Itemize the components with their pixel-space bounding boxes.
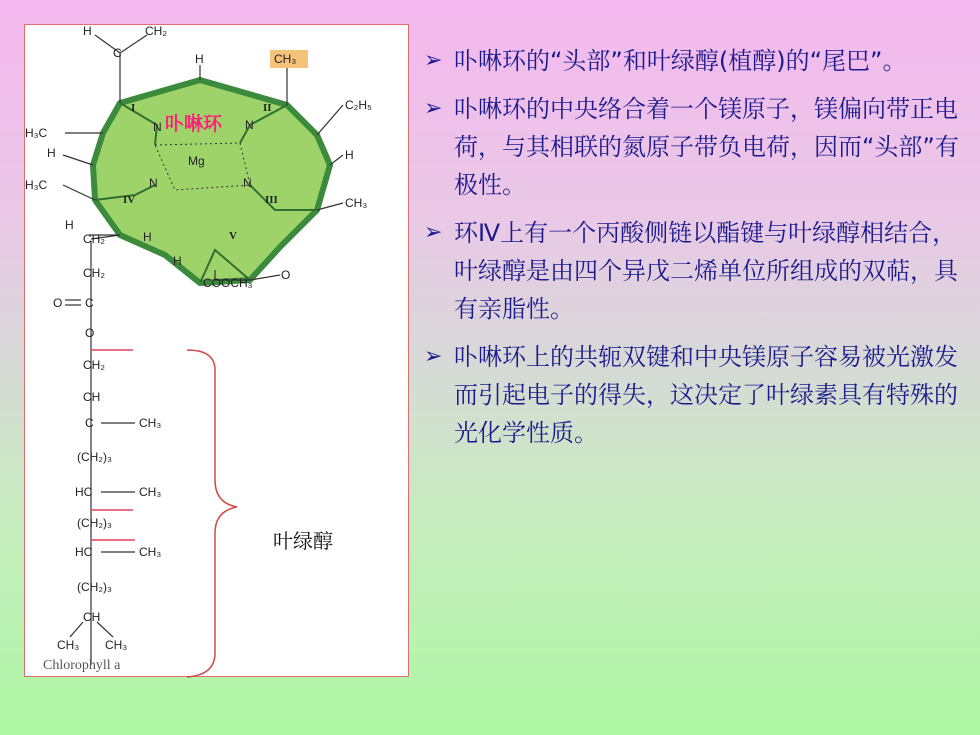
phytol-brace (187, 350, 237, 677)
atom-o-keto: O (281, 268, 291, 282)
atom-h-left: H (47, 146, 56, 160)
porphyrin-label: 卟啉环 (165, 113, 223, 135)
arrow-bullet-icon: ➢ (424, 96, 443, 121)
atom-h-bridge: H (195, 52, 204, 66)
atom-mg: Mg (188, 154, 205, 168)
atom-ch3-end2: CH₃ (105, 638, 128, 652)
atom-ch2-top: CH₂ (145, 25, 167, 38)
atom-hc-a: HC (75, 485, 93, 499)
bullet-item (420, 214, 965, 328)
atom-ch2-a: CH₂ (83, 232, 105, 246)
arrow-bullet-icon: ➢ (424, 220, 443, 245)
atom-ch-end: CH (83, 610, 101, 624)
atom-h3c-ring4: H₃C (25, 178, 48, 192)
atom-ch2-phytol: CH₂ (83, 358, 105, 372)
atom-ch3-phytol3: CH₃ (139, 545, 162, 559)
bullet-item (420, 338, 965, 452)
atom-n-4: N (149, 176, 158, 190)
atom-h-right: H (345, 148, 354, 162)
atom-o-ester: O (53, 296, 63, 310)
arrow-bullet-icon: ➢ (424, 344, 443, 369)
atom-ch3-phytol2: CH₃ (139, 485, 162, 499)
ring-label-i: I (131, 102, 136, 114)
atom-ch3-ring2: CH₃ (274, 52, 297, 66)
ring-label-iv: IV (123, 194, 136, 206)
atom-ch2-3-b: (CH₂)₃ (77, 516, 112, 530)
ring-label-ii: II (263, 102, 272, 114)
atom-n-2: N (245, 118, 254, 132)
atom-c-vinyl: C (113, 46, 122, 60)
arrow-bullet-icon: ➢ (424, 48, 443, 73)
atom-c-phytol: C (85, 416, 94, 430)
bullet-text: 卟啉环的中央络合着一个镁原子，镁偏向带正电荷，与其相联的氮原子带负电荷，因而“头部”有极性。 (454, 95, 959, 199)
bullet-text: 卟啉环上的共轭双键和中央镁原子容易被光激发而引起电子的得失，这决定了叶绿素具有特殊的光化学性质。 (454, 343, 958, 447)
ring-label-v: V (229, 230, 237, 242)
atom-h-ring5b: H (173, 254, 182, 268)
chlorophyll-structure-panel (24, 24, 409, 677)
bullet-text: 卟啉环的“头部”和叶绿醇(植醇)的“尾巴”。 (454, 47, 907, 75)
atom-h-ring4: H (65, 218, 74, 232)
atom-ch3-ring3: CH₃ (345, 196, 368, 210)
atom-ch-phytol: CH (83, 390, 101, 404)
atom-ch2-b: CH₂ (83, 266, 105, 280)
atom-ch3-end1: CH₃ (57, 638, 80, 652)
bullet-text: 环Ⅳ上有一个丙酸侧链以酯键与叶绿醇相结合，叶绿醇是由四个异戊二烯单位所组成的双萜，具有亲脂性。 (454, 219, 958, 323)
ring-label-iii: III (265, 194, 278, 206)
figure-caption: Chlorophyll a (43, 658, 121, 673)
atom-c2h5: C₂H₅ (345, 98, 372, 112)
atom-ch3-phytol1: CH₃ (139, 416, 162, 430)
atom-h3c-ring1: H₃C (25, 126, 48, 140)
atom-hc-b: HC (75, 545, 93, 559)
atom-c-ester: C (85, 296, 94, 310)
atom-h-ring5: H (143, 230, 152, 244)
atom-o-link: O (85, 326, 95, 340)
atom-n-3: N (243, 176, 252, 190)
atom-n-1: N (153, 120, 162, 134)
bullet-item (420, 42, 965, 80)
bullet-list (420, 42, 965, 462)
atom-cooch3: COOCH₃ (203, 276, 253, 290)
phytol-label: 叶绿醇 (273, 529, 333, 553)
atom-h-top: H (83, 25, 92, 38)
atom-ch2-3-a: (CH₂)₃ (77, 450, 112, 464)
bullet-item (420, 90, 965, 204)
atom-ch2-3-c: (CH₂)₃ (77, 580, 112, 594)
